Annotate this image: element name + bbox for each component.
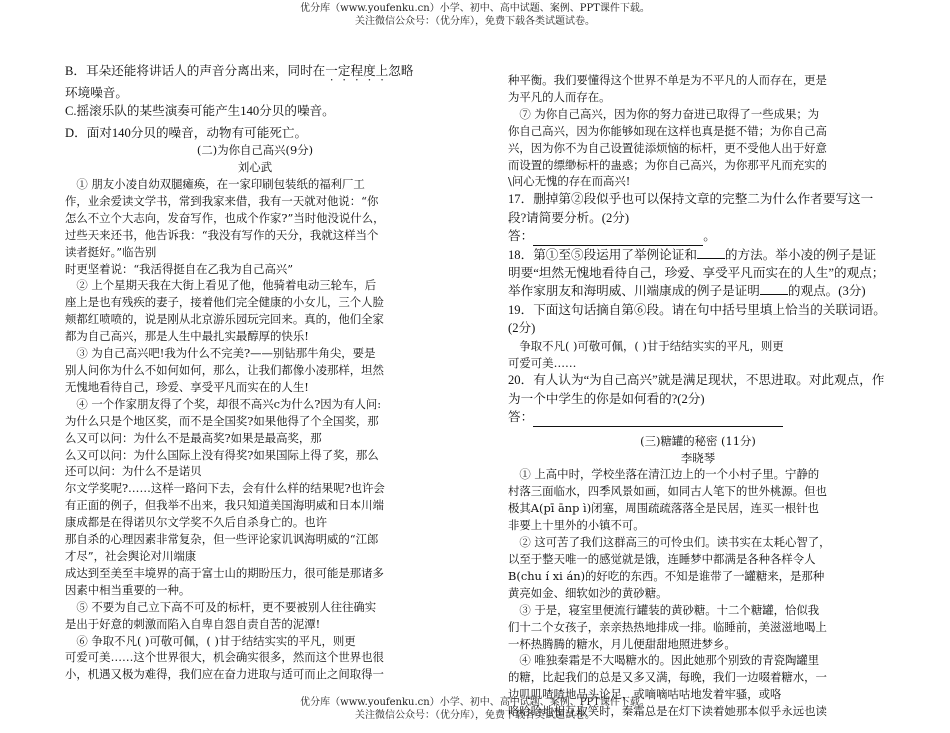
question-17: 17．删掉第②段似乎也可以保持文章的完整二为什么作者要写这一段?请简要分析。(2分) [508,192,874,225]
text-line: 座上是也有残疾的妻子，接着他们完全健康的小女儿，三个人脸 [65,295,384,310]
option-b-text: B．耳朵还能将讲话人的声音分离出来，同时在 [65,64,326,78]
text-line: 是出于好意的刺激而陷入自卑自怨自责自苦的泥潭! [65,616,321,631]
text-line: 以至于整天唯一的感觉就是饿，连睡梦中都满是各种各样令人 [508,551,816,566]
text-line: 边叽叽喳喳地品头论足，或嘀嘀咕咕地发着牢骚，或咯 [508,687,782,702]
header-line-2: 关注微信公众号：（优分库），免费下载各类试题试卷。 [355,16,595,27]
text-line: ① 上高中时，学校坐落在清江边上的一个小村子里。宁静的 [519,467,820,482]
footer-line-1: 优分库（www.youfenku.cn）小学、初中、高中试题、案例、PPT课件下载。 [300,697,650,708]
question-18-text-2: 的方法。举小凌的例子是证明要“坦然无愧地看待自己，珍爱、享受平凡而实在的人生”的观点；举作家朋友和海明威、川端康成的例子是证明 [508,247,885,299]
text-line: 成达到至美至丰境界的高于富士山的期盼压力，很可能是那诸多 [65,565,384,580]
article-3-body [508,466,888,720]
text-line: 才尽”，社会舆论对川端康 [65,548,197,563]
text-line: 种平衡。我们要懂得这个世界不单是为不平凡的人而存在，更是 [508,73,827,87]
question-19-sentence: 争取不凡( )可敬可佩，( )甘于结结实实的平凡，则更 [519,338,784,353]
text-line: 无愧地看待自己，珍爱、享受平凡而实在的人生! [65,379,309,394]
text-line: 怎么不立个大志向，发奋写作，也成个作家?”当时他没说什么， [65,210,385,225]
left-column [65,62,445,683]
header-line-1: 优分库（www.youfenku.cn）小学、初中、高中试题、案例、PPT课件下载。 [300,3,650,14]
option-b [65,62,445,84]
text-line: 别人问你为什么不如何如何，那么，让我们都像小凌那样，坦然 [65,363,384,377]
text-line: 咯哈哈地相互取笑时，秦霜总是在灯下读着她那本似乎永远也读 [508,704,827,719]
section-title: (二)为你自己高兴(9分) [196,143,314,158]
text-line: ② 上个星期天我在大街上看见了他，他骑着电动三轮车，后 [76,278,377,293]
text-line: 康成都是在得诺贝尔文学奖不久后自杀身亡的。也许 [65,515,327,530]
text-line: 时更坚着说：“我活得挺自在乙我为自己高兴” [65,261,294,276]
text-line: ① 朋友小凌自幼双腿瘫痪，在一家印刷包装纸的福利厂工 [76,177,365,192]
text-line: 一杯热腾腾的糖水，月儿便甜甜地照进梦乡。 [508,636,736,651]
option-b-emphasis: 一定程度上 [325,64,389,78]
text-line: ④ 一个作家朋友得了个奖，却很不高兴c为什么?因为有人问: [76,396,382,411]
section-3-title: (三)糖罐的秘密 (11分) [640,433,756,448]
text-line: 兴，因为你不为自己设置徒添烦恼的标杆，更不受他人出于好意 [508,140,827,155]
text-line: 还可以问：为什么不是诺贝 [65,464,202,479]
answer-label: 答： [508,410,534,425]
page-header [0,2,950,28]
author-3: 李晓琴 [680,450,716,465]
text-line: 读者挺好。”临告别 [65,244,157,259]
text-line: 颊都红喷喷的，说是刚从北京游乐园玩完回来。真的，他们全家 [65,312,384,327]
right-column [508,72,888,720]
text-line: 而设置的缥缈标杆的蛊惑；为你自己高兴，为你那平凡而充实的 [508,157,827,172]
text-line: ③ 于是，寝室里便流行罐装的黄砂糖。十二个糖罐，恰似我 [519,602,820,617]
page-footer [0,696,950,722]
text-line: 尔文学奖呢?……这样一路问下去，会有什么样的结果呢?也许会 [65,481,385,496]
text-line: 么又可以问：为什么不是最高奖?如果是最高奖，那 [65,430,322,445]
text-line: 黄亮如金、细软如沙的黄砂糖。 [508,585,668,600]
option-b-cont: 环境噪音。 [65,86,128,100]
author: 刘心武 [237,160,273,175]
text-line: 的糖，比起我们的总是又多又满，每晚，我们一边啜着糖水，一 [508,670,827,685]
text-line: ⑦ 为你自己高兴，因为你的努力奋进已取得了一些成果；为 [519,106,820,121]
article-body [65,176,445,683]
answer-blank[interactable] [697,246,725,259]
text-line: 极其A(pī ānp ì)闭塞，周围疏疏落落全是民居，连买一根针也 [508,501,819,516]
text-line: 你自己高兴，因为你能够如现在这样也真是挺不错；为你自己高 [508,123,827,138]
answer-label: 答： [508,229,534,244]
text-line: ② 这可苦了我们这群高三的可怜虫们。读书实在太耗心智了， [519,535,831,550]
text-line: 们十二个女孩子，亲亲热热地排成一排。临睡前，美滋滋地喝上 [508,619,827,634]
question-20-answer [508,408,888,426]
text-line: ④ 唯独秦霜是不大喝糖水的。因此她那个别致的青瓷陶罐里 [519,653,820,668]
text-line: 有正面的例子，但我举不出来，我只知道美国海明威和日本川端 [65,498,384,513]
text-line: 为什么只是个地区奖，而不是全国奖?如果他得了个全国奖，那 [65,413,379,428]
text-line: 都为自己高兴，那是人生中最扎实最醇厚的快乐! [65,329,309,344]
question-18-text: 18．第①至⑤段运用了举例论证和 [508,247,697,262]
text-line: ⑥ 争取不凡( )可敬可佩，( )甘于结结实实的平凡，则更 [76,633,356,648]
text-line: 因素中相当重要的一种。 [65,582,191,597]
text-line: 么又可以问：为什么国际上没有得奖?如果国际上得了奖，那么 [65,447,379,462]
option-d: D．面对140分贝的噪音，动物有可能死亡。 [65,125,308,140]
question-19: 19．下面这句话摘自第⑥段。请在句中括号里填上恰当的关联词语。(2分) [508,302,886,336]
text-line: ③ 为自己高兴吧!我为什么不完美?——别钻那牛角尖，要是 [76,346,376,361]
answer-end: 。 [703,229,716,244]
text-line: 过些天来还书，他告诉我：“我没有写作的天分，我就这样当个 [65,227,379,242]
question-18 [508,246,888,301]
text-line: 村落三面临水，四季风景如画，如同古人笔下的世外桃源。但也 [508,484,827,499]
question-20: 20．有人认为“为自己高兴”就是满足现状，不思进取。对此观点，作为一个中学生的你是如何看的?(2分) [508,373,885,406]
option-c: C.摇滚乐队的某些演奏可能产生140分贝的噪音。 [65,104,335,119]
answer-line[interactable] [533,426,783,427]
question-18-score: 的观点。(3分) [787,284,866,299]
text-line: B(chu í xi án)的好吃的东西。不知是谁带了一罐糖来，是那种 [508,568,825,583]
text-line: ⑤ 不要为自己立下高不可及的标杆，更不要被别人往往确实 [76,599,377,614]
text-line: 可爱可美……这个世界很大，机会确实很多，然而这个世界也很 [65,650,384,665]
text-line: 为平凡的人而存在。 [508,89,611,104]
text-line: 那自杀的心理因素非常复杂，但一些评论家讥讽海明威的“江郎 [65,532,379,547]
question-17-answer [508,227,888,245]
text-line: 作，业余爱读文学书，常到我家来借，我有一天就对他说：“你 [65,193,379,208]
question-19-sentence-2: 可爱可美…… [508,355,577,370]
text-line: \问心无愧的存在而高兴! [508,174,631,189]
text-line: 小，机遇又极为难得，我们应在奋力进取与适可而止之间取得一 [65,667,384,682]
text-line: 非要上十里外的小镇不可。 [508,518,645,533]
option-b-tail: 忽略 [388,64,414,78]
footer-line-2: 关注微信公众号：（优分库），免费下载各类试题试卷。 [355,710,595,721]
answer-blank[interactable] [760,282,788,295]
